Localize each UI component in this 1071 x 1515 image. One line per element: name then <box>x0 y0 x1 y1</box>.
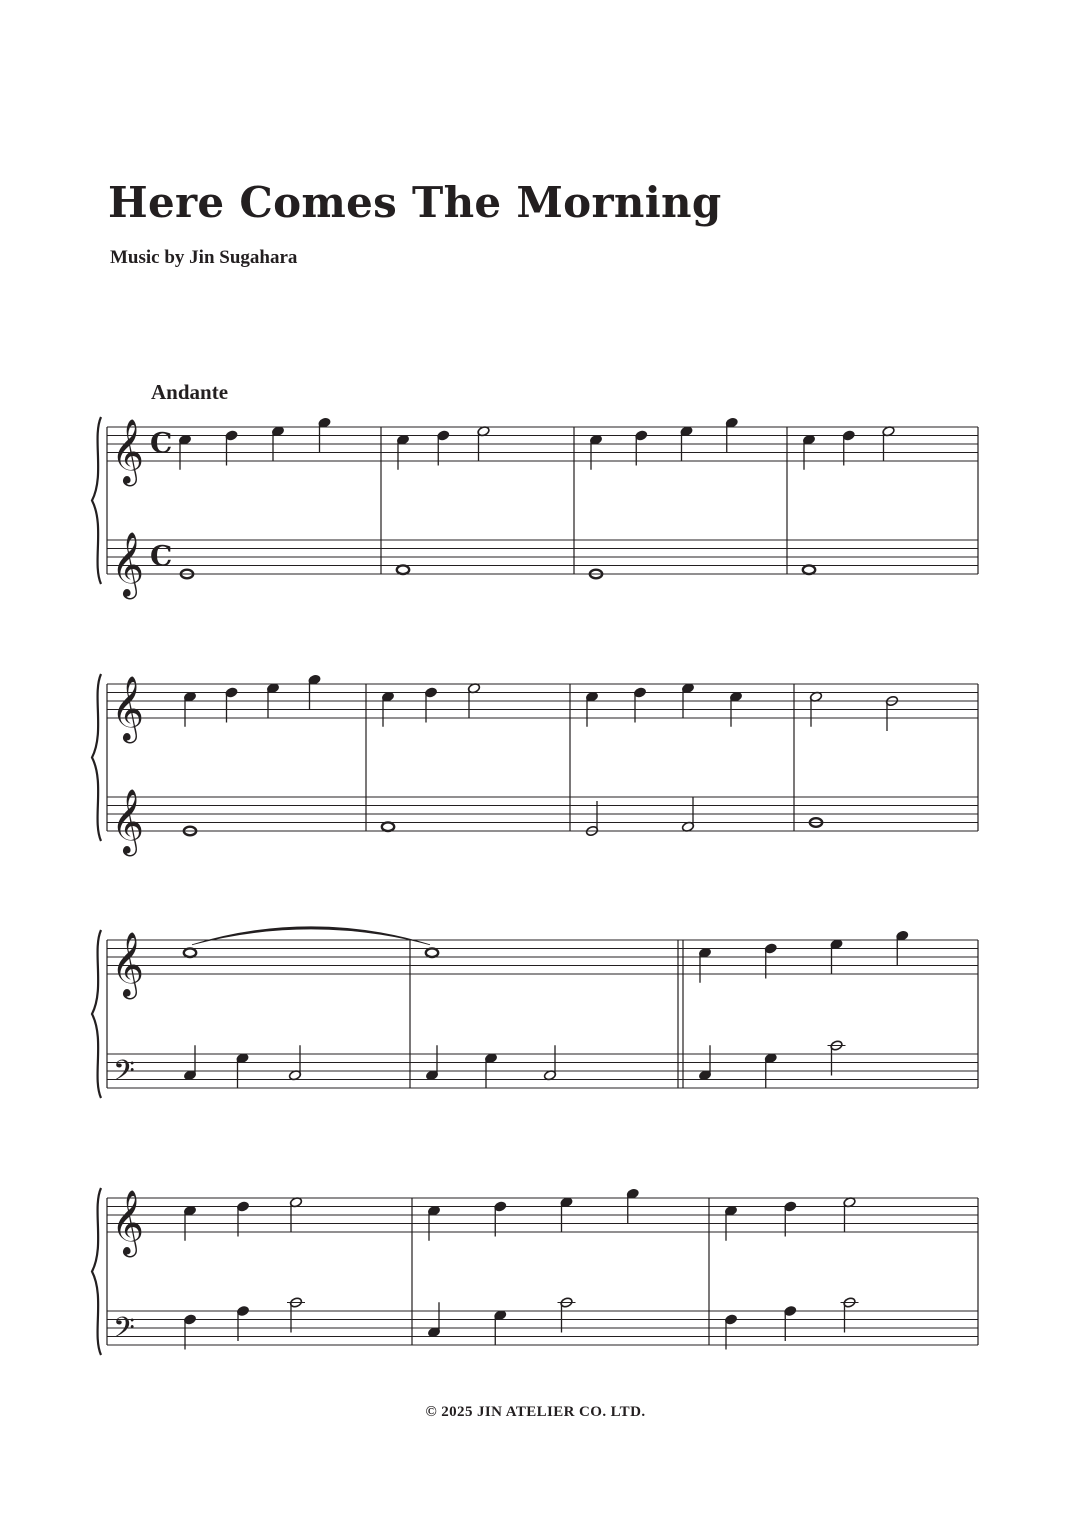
brace <box>92 417 101 584</box>
whole-notehead <box>426 948 438 957</box>
common-time-icon: C <box>150 539 173 573</box>
treble-clef-icon: 𝄞 <box>111 789 145 854</box>
note <box>183 1045 196 1081</box>
note <box>266 683 279 719</box>
note <box>560 1197 573 1233</box>
note <box>178 434 191 470</box>
common-time-icon: C <box>150 426 173 460</box>
treble-clef-icon: 𝄞 <box>111 419 145 484</box>
note <box>236 1053 249 1089</box>
note <box>698 947 711 983</box>
whole-notehead <box>382 822 394 831</box>
note <box>626 1188 639 1224</box>
note <box>425 1045 438 1081</box>
note <box>680 426 693 462</box>
note <box>543 1045 556 1081</box>
note <box>382 822 394 831</box>
copyright-notice: © 2025 JIN ATELIER CO. LTD. <box>425 1404 646 1420</box>
note <box>225 430 238 466</box>
note <box>698 1045 711 1081</box>
note <box>426 948 438 957</box>
lower-staff <box>107 797 978 831</box>
note <box>764 943 777 979</box>
brace <box>92 1188 101 1355</box>
note <box>843 1197 856 1233</box>
note <box>236 1305 249 1341</box>
note <box>681 683 694 719</box>
tie-slur <box>192 927 430 945</box>
bass-clef-icon: 𝄢 <box>113 1054 135 1095</box>
note <box>381 691 394 727</box>
note <box>467 683 480 719</box>
note <box>729 691 742 727</box>
note <box>724 1205 737 1241</box>
note <box>589 434 602 470</box>
note <box>809 691 822 727</box>
whole-notehead <box>184 948 196 957</box>
note <box>681 797 694 833</box>
note <box>236 1201 249 1237</box>
note <box>803 565 815 574</box>
treble-clef-icon: 𝄞 <box>111 676 145 741</box>
note <box>724 1314 737 1350</box>
note <box>288 1045 301 1081</box>
composer-credit: Music by Jin Sugahara <box>110 247 298 268</box>
note <box>397 565 409 574</box>
note <box>494 1310 507 1346</box>
note <box>396 434 409 470</box>
note <box>287 1297 305 1333</box>
note <box>828 1040 846 1076</box>
note <box>424 687 437 723</box>
note <box>635 430 648 466</box>
note <box>183 691 196 727</box>
note <box>494 1201 507 1237</box>
note <box>271 426 284 462</box>
piece-title: Here Comes The Morning <box>108 178 722 227</box>
note <box>830 939 843 975</box>
note <box>484 1053 497 1089</box>
upper-staff <box>107 684 978 718</box>
treble-clef-icon: 𝄞 <box>111 532 145 597</box>
note <box>183 1314 196 1350</box>
note <box>725 417 738 453</box>
tempo-marking: Andante <box>151 380 229 404</box>
note <box>841 1297 859 1333</box>
whole-notehead <box>803 565 815 574</box>
treble-clef-icon: 𝄞 <box>111 932 145 997</box>
note <box>477 426 490 462</box>
note <box>784 1305 797 1341</box>
note <box>289 1197 302 1233</box>
whole-notehead <box>397 565 409 574</box>
note <box>842 430 855 466</box>
brace <box>92 674 101 841</box>
note <box>882 426 895 462</box>
brace <box>92 930 101 1098</box>
treble-clef-icon: 𝄞 <box>111 1190 145 1255</box>
note <box>437 430 450 466</box>
note <box>184 948 196 957</box>
note <box>318 417 331 453</box>
note <box>633 687 646 723</box>
lower-staff <box>107 540 978 574</box>
note <box>558 1297 576 1333</box>
note <box>764 1053 777 1089</box>
note <box>225 687 238 723</box>
note <box>896 930 909 966</box>
upper-staff <box>107 940 978 974</box>
note <box>784 1201 797 1237</box>
note <box>183 1205 196 1241</box>
note <box>585 691 598 727</box>
bass-clef-icon: 𝄢 <box>113 1311 135 1352</box>
note <box>308 674 321 710</box>
note <box>427 1205 440 1241</box>
note <box>427 1302 440 1338</box>
note <box>802 434 815 470</box>
